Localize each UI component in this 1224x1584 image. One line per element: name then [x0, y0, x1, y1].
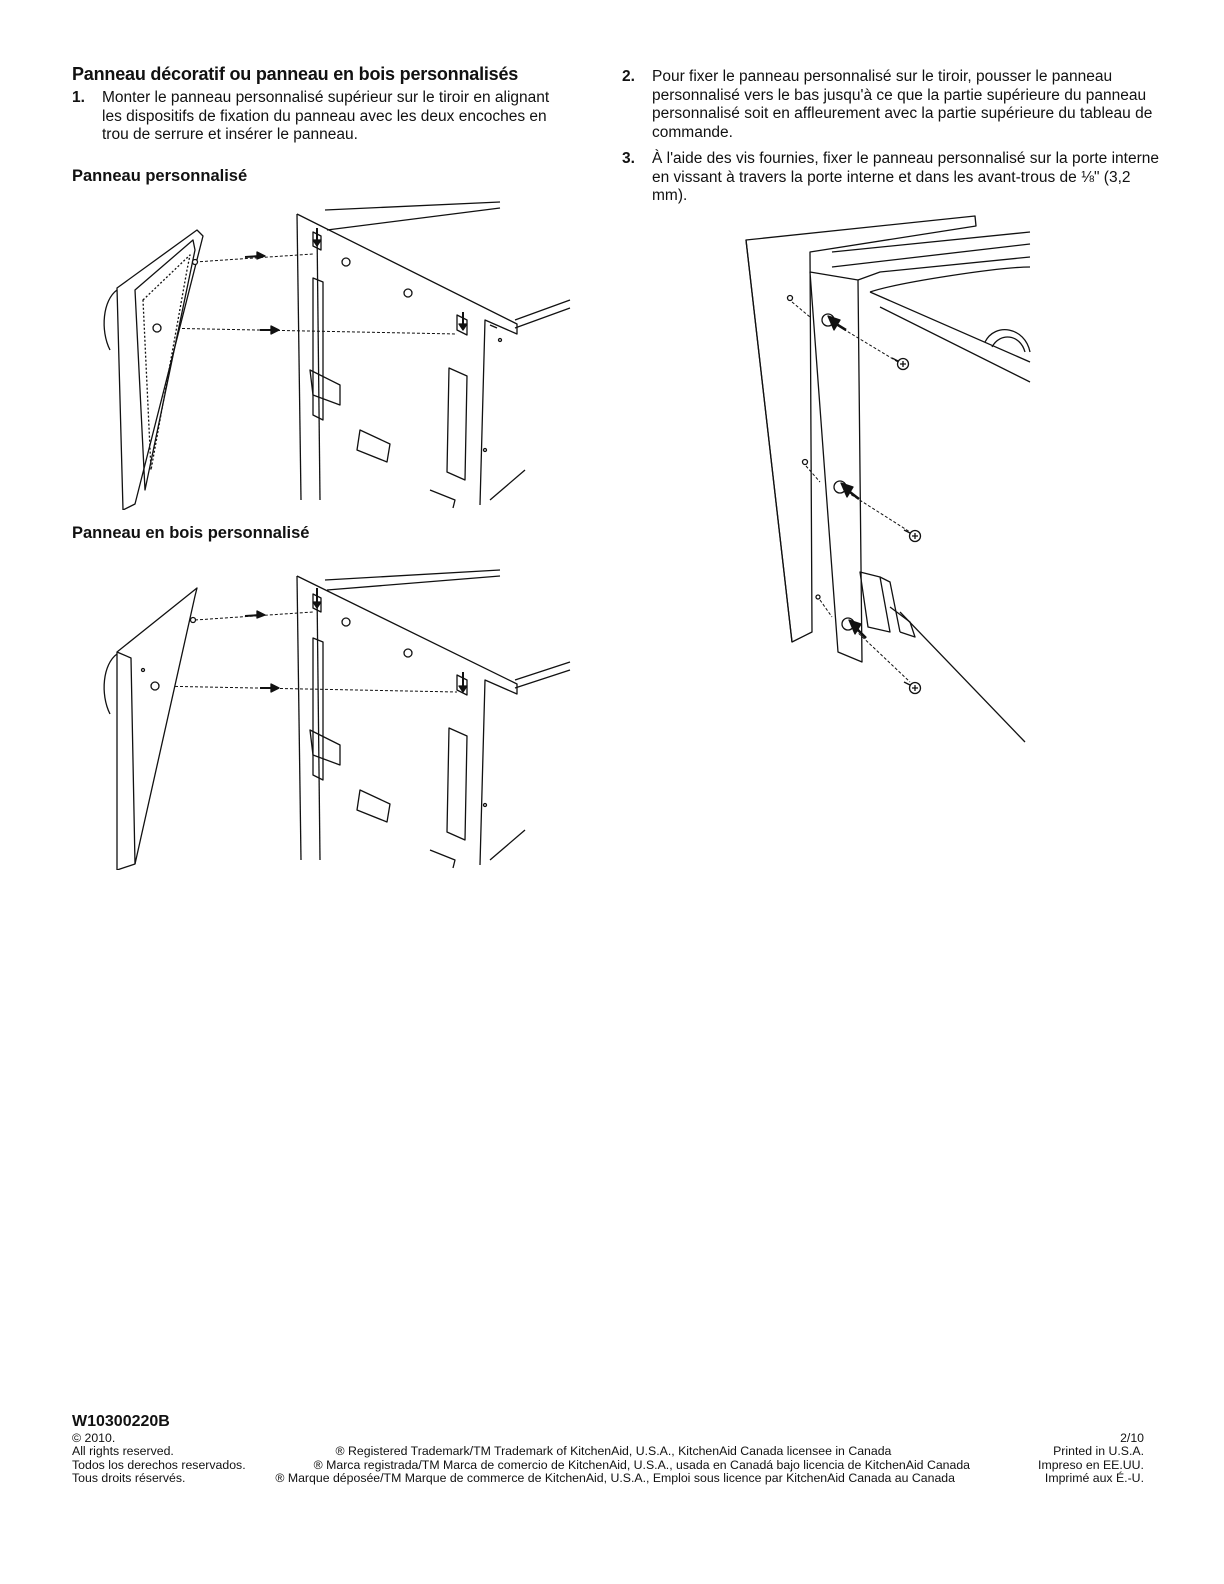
right-column — [622, 64, 1162, 214]
step-1-text: Monter le panneau personnalisé supérieur sur le tiroir en alignant les dispositifs de fixation du panneau avec les deux encoches en trou de serrure et insérer le panneau. — [102, 89, 550, 143]
footer-trademark: ® Registered Trademark/TM Trademark of KitchenAid, U.S.A., KitchenAid Canada licensee in Canada — [335, 1444, 892, 1458]
figure-2-title: Panneau en bois personnalisé — [72, 524, 310, 542]
footer-row — [72, 1472, 1144, 1486]
copyright: © 2010. — [72, 1430, 116, 1445]
step-2-number: 2. — [622, 68, 635, 85]
document-number: W10300220B — [72, 1413, 170, 1430]
footer-printed: Printed in U.S.A. — [1053, 1444, 1144, 1458]
footer — [72, 1415, 1144, 1486]
footer-row — [72, 1459, 1144, 1473]
custom-wood-panel-illustration — [95, 560, 575, 870]
figure-1-title: Panneau personnalisé — [72, 167, 248, 185]
step-1-number: 1. — [72, 89, 85, 106]
screw-installation-illustration — [740, 212, 1040, 752]
left-column — [72, 64, 572, 153]
footer-trademark: ® Marca registrada/TM Marca de comercio de KitchenAid, U.S.A., usada en Canadá bajo licencia de KitchenAid Canada — [313, 1457, 971, 1472]
step-2-text: Pour fixer le panneau personnalisé sur le tiroir, pousser le panneau personnalisé vers le bas jusqu'à ce que la partie supérieure du panneau personnalisé soit en affleurement avec la partie supérieure du tableau de commande. — [652, 68, 1153, 141]
step-2 — [622, 68, 1162, 142]
date-code: 2/10 — [1120, 1430, 1144, 1445]
step-3 — [622, 150, 1162, 206]
footer-rights: Todos los derechos reservados. — [72, 1457, 246, 1472]
footer-printed: Imprimé aux É.-U. — [1044, 1471, 1144, 1485]
step-1 — [72, 89, 572, 145]
custom-panel-illustration — [95, 200, 575, 510]
footer-rights: Tous droits réservés. — [72, 1471, 186, 1485]
footer-printed: Impreso en EE.UU. — [1038, 1457, 1144, 1472]
footer-trademark: ® Marque déposée/TM Marque de commerce de KitchenAid, U.S.A., Emploi sous licence par KitchenAid Canada au Canada — [275, 1471, 955, 1485]
footer-copyright-row — [72, 1432, 1144, 1446]
section-heading: Panneau décoratif ou panneau en bois personnalisés — [72, 64, 519, 84]
step-3-text: À l'aide des vis fournies, fixer le panneau personnalisé sur la porte interne en vissant à travers la porte interne et dans les avant-trous de ⅛" (3,2 mm). — [652, 150, 1160, 204]
footer-row — [72, 1445, 1144, 1459]
step-3-number: 3. — [622, 150, 635, 167]
footer-rights: All rights reserved. — [72, 1444, 174, 1458]
